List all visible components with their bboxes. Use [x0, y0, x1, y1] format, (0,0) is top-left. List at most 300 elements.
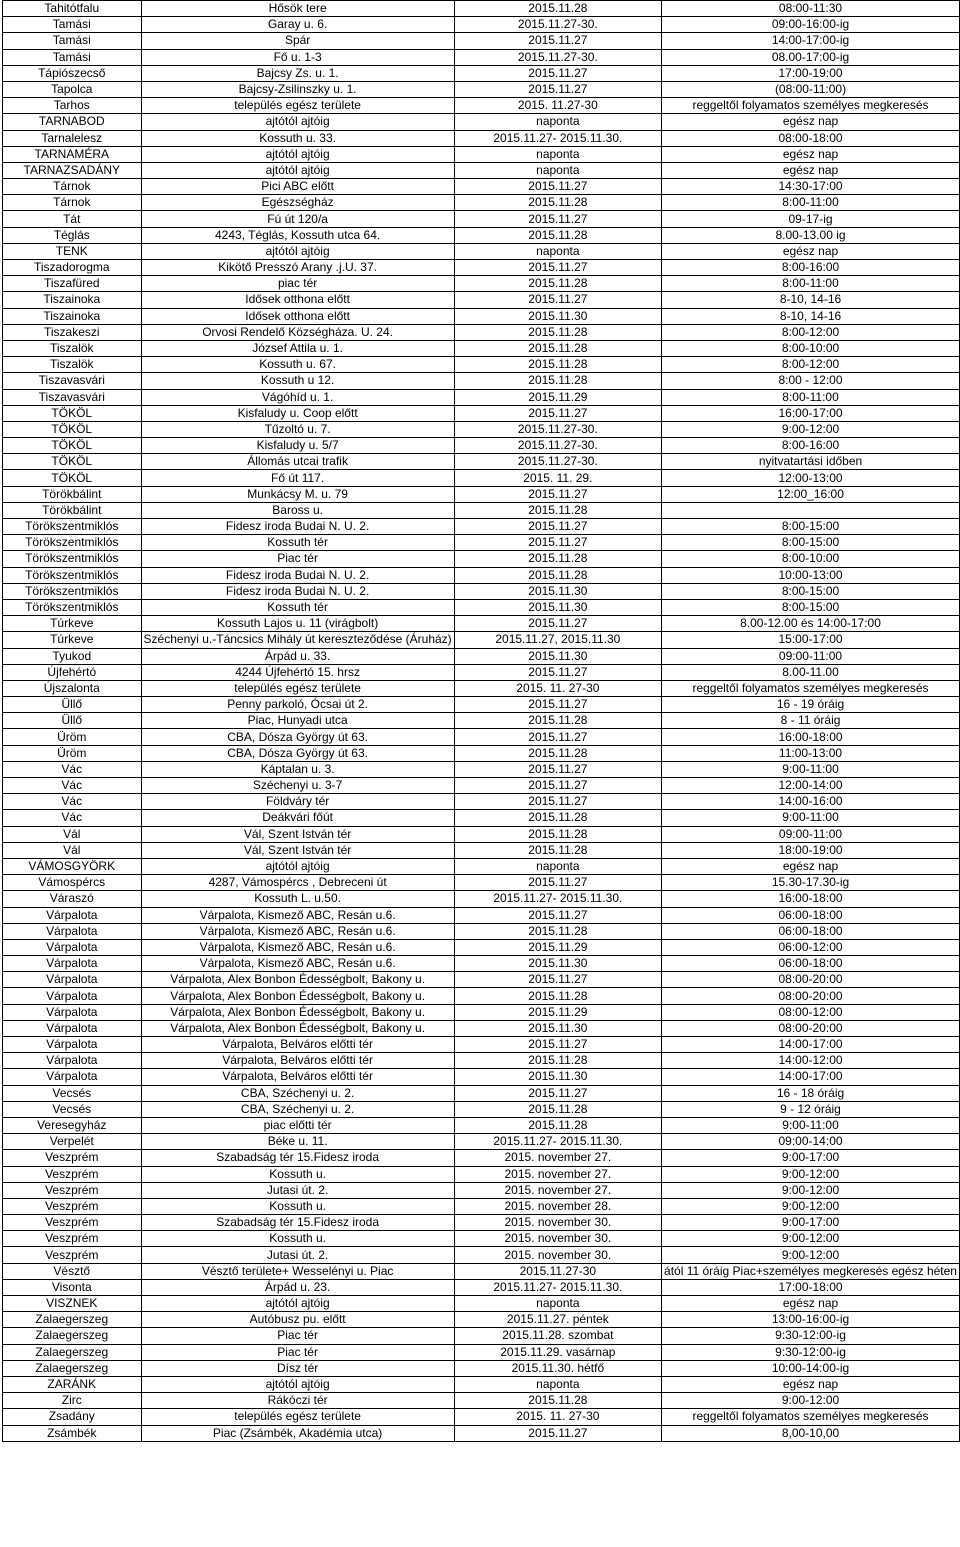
- settlement-cell: Veszprém: [3, 1247, 142, 1263]
- date-cell: 2015.11.27-30.: [454, 421, 661, 437]
- date-cell: 2015.11.27: [454, 697, 661, 713]
- location-cell: ajtótól ajtóig: [141, 1376, 454, 1392]
- table-row: [3, 357, 960, 373]
- settlement-cell: Tarhos: [3, 98, 142, 114]
- schedule-table: [2, 0, 960, 1442]
- time-cell: 8.00-12.00 és 14:00-17:00: [662, 616, 960, 632]
- time-cell: egész nap: [662, 1296, 960, 1312]
- time-cell: 10:00-13:00: [662, 567, 960, 583]
- time-cell: 9 - 12 óráig: [662, 1101, 960, 1117]
- table-row: [3, 373, 960, 389]
- settlement-cell: Üllő: [3, 713, 142, 729]
- date-cell: 2015.11.28: [454, 842, 661, 858]
- table-row: [3, 599, 960, 615]
- date-cell: 2015.11.27-30.: [454, 438, 661, 454]
- settlement-cell: Tarnalelesz: [3, 130, 142, 146]
- table-row: [3, 1231, 960, 1247]
- settlement-cell: Vác: [3, 794, 142, 810]
- time-cell: egész nap: [662, 858, 960, 874]
- date-cell: 2015.11.27: [454, 1085, 661, 1101]
- settlement-cell: Várpalota: [3, 923, 142, 939]
- settlement-cell: Zalaegerszeg: [3, 1360, 142, 1376]
- location-cell: ajtótól ajtóig: [141, 1296, 454, 1312]
- date-cell: 2015. 11. 29.: [454, 470, 661, 486]
- date-cell: 2015.11.27- 2015.11.30.: [454, 130, 661, 146]
- table-row: [3, 826, 960, 842]
- settlement-cell: Túrkeve: [3, 632, 142, 648]
- date-cell: 2015.11.28: [454, 1393, 661, 1409]
- settlement-cell: Vál: [3, 842, 142, 858]
- table-row: [3, 1101, 960, 1117]
- table-row: [3, 680, 960, 696]
- table-row: [3, 1182, 960, 1198]
- location-cell: Vágóhíd u. 1.: [141, 389, 454, 405]
- date-cell: 2015.11.30: [454, 1020, 661, 1036]
- date-cell: naponta: [454, 858, 661, 874]
- settlement-cell: Zalaegerszeg: [3, 1344, 142, 1360]
- table-row: [3, 17, 960, 33]
- time-cell: 09:00-11:00: [662, 648, 960, 664]
- date-cell: 2015. november 30.: [454, 1231, 661, 1247]
- location-cell: település egész területe: [141, 680, 454, 696]
- date-cell: 2015.11.27: [454, 972, 661, 988]
- settlement-cell: Zalaegerszeg: [3, 1328, 142, 1344]
- settlement-cell: Zirc: [3, 1393, 142, 1409]
- location-cell: 4244 Újfehértó 15. hrsz: [141, 664, 454, 680]
- date-cell: naponta: [454, 243, 661, 259]
- time-cell: 8 - 11 óráig: [662, 713, 960, 729]
- location-cell: Vésztő területe+ Wesselényi u. Piac: [141, 1263, 454, 1279]
- table-row: [3, 49, 960, 65]
- table-row: [3, 1085, 960, 1101]
- time-cell: 9:00-11:00: [662, 1117, 960, 1133]
- date-cell: 2015.11.28: [454, 988, 661, 1004]
- table-row: [3, 519, 960, 535]
- date-cell: 2015.11.27: [454, 664, 661, 680]
- time-cell: 15:00-17:00: [662, 632, 960, 648]
- date-cell: 2015.11.28: [454, 567, 661, 583]
- table-row: [3, 1393, 960, 1409]
- settlement-cell: Vecsés: [3, 1085, 142, 1101]
- time-cell: reggeltől folyamatos személyes megkeresés: [662, 98, 960, 114]
- table-row: [3, 875, 960, 891]
- date-cell: 2015.11.29: [454, 389, 661, 405]
- table-row: [3, 907, 960, 923]
- time-cell: 8:00-10:00: [662, 551, 960, 567]
- location-cell: piac tér: [141, 276, 454, 292]
- time-cell: egész nap: [662, 243, 960, 259]
- settlement-cell: Veszprém: [3, 1182, 142, 1198]
- date-cell: 2015.11.27: [454, 33, 661, 49]
- location-cell: Bajcsy-Zsilinszky u. 1.: [141, 81, 454, 97]
- time-cell: 8:00-11:00: [662, 195, 960, 211]
- time-cell: 13:00-16:00-ig: [662, 1312, 960, 1328]
- table-row: [3, 1004, 960, 1020]
- time-cell: 8-10, 14-16: [662, 308, 960, 324]
- settlement-cell: Újszalonta: [3, 680, 142, 696]
- time-cell: 9:00-12:00: [662, 1198, 960, 1214]
- time-cell: 9:00-11:00: [662, 810, 960, 826]
- location-cell: Várpalota, Kismező ABC, Resán u.6.: [141, 939, 454, 955]
- location-cell: CBA, Dósza György út 63.: [141, 729, 454, 745]
- location-cell: Szabadság tér 15.Fidesz iroda: [141, 1215, 454, 1231]
- settlement-cell: Tát: [3, 211, 142, 227]
- time-cell: [662, 502, 960, 518]
- location-cell: Orvosi Rendelő Községháza. U. 24.: [141, 324, 454, 340]
- settlement-cell: ZARÁNK: [3, 1376, 142, 1392]
- date-cell: naponta: [454, 162, 661, 178]
- location-cell: Kossuth Lajos u. 11 (virágbolt): [141, 616, 454, 632]
- time-cell: 8:00-15:00: [662, 583, 960, 599]
- table-row: [3, 972, 960, 988]
- location-cell: Kossuth tér: [141, 535, 454, 551]
- time-cell: 08:00-20:00: [662, 972, 960, 988]
- location-cell: Szabadság tér 15.Fidesz iroda: [141, 1150, 454, 1166]
- location-cell: Széchenyi u. 3-7: [141, 778, 454, 794]
- date-cell: 2015.11.28: [454, 502, 661, 518]
- time-cell: 16:00-18:00: [662, 729, 960, 745]
- time-cell: 08:00-12:00: [662, 1004, 960, 1020]
- table-row: [3, 729, 960, 745]
- time-cell: 17:00-19:00: [662, 65, 960, 81]
- settlement-cell: Veszprém: [3, 1215, 142, 1231]
- location-cell: Pici ABC előtt: [141, 179, 454, 195]
- location-cell: Kossuth u.: [141, 1231, 454, 1247]
- settlement-cell: Veszprém: [3, 1166, 142, 1182]
- time-cell: 8:00-15:00: [662, 599, 960, 615]
- settlement-cell: Törökszentmiklós: [3, 535, 142, 551]
- location-cell: Baross u.: [141, 502, 454, 518]
- table-row: [3, 551, 960, 567]
- time-cell: 18:00-19:00: [662, 842, 960, 858]
- time-cell: 8:00-12:00: [662, 324, 960, 340]
- location-cell: Vál, Szent István tér: [141, 842, 454, 858]
- settlement-cell: Tamási: [3, 49, 142, 65]
- time-cell: 16 - 19 óráig: [662, 697, 960, 713]
- date-cell: 2015.11.30: [454, 956, 661, 972]
- table-row: [3, 405, 960, 421]
- table-row: [3, 713, 960, 729]
- location-cell: Széchenyi u.-Táncsics Mihály út kereszteződése (Áruház): [141, 632, 454, 648]
- table-row: [3, 1215, 960, 1231]
- time-cell: 9:00-12:00: [662, 1231, 960, 1247]
- settlement-cell: Veresegyház: [3, 1117, 142, 1133]
- date-cell: 2015.11.28: [454, 324, 661, 340]
- table-row: [3, 842, 960, 858]
- table-row: [3, 1150, 960, 1166]
- date-cell: 2015. 11. 27-30: [454, 1409, 661, 1425]
- time-cell: 9:00-12:00: [662, 421, 960, 437]
- settlement-cell: Várpalota: [3, 907, 142, 923]
- date-cell: 2015.11.28: [454, 1053, 661, 1069]
- time-cell: 15.30-17.30-ig: [662, 875, 960, 891]
- table-row: [3, 81, 960, 97]
- settlement-cell: Újfehértó: [3, 664, 142, 680]
- settlement-cell: Zalaegerszeg: [3, 1312, 142, 1328]
- table-row: [3, 1328, 960, 1344]
- table-row: [3, 794, 960, 810]
- location-cell: Idősek otthona előtt: [141, 292, 454, 308]
- time-cell: 14:00-12:00: [662, 1053, 960, 1069]
- location-cell: Hősök tere: [141, 1, 454, 17]
- settlement-cell: Tiszadorogma: [3, 260, 142, 276]
- location-cell: Kisfaludy u. 5/7: [141, 438, 454, 454]
- table-row: [3, 1263, 960, 1279]
- time-cell: 8:00-16:00: [662, 260, 960, 276]
- date-cell: 2015.11.27: [454, 519, 661, 535]
- table-row: [3, 923, 960, 939]
- settlement-cell: Törökszentmiklós: [3, 567, 142, 583]
- date-cell: 2015. 11.27-30: [454, 98, 661, 114]
- date-cell: 2015.11.27: [454, 179, 661, 195]
- location-cell: Kikötő Presszó Arany .j.U. 37.: [141, 260, 454, 276]
- settlement-cell: TARNAMÉRA: [3, 146, 142, 162]
- table-row: [3, 648, 960, 664]
- location-cell: Autóbusz pu. előtt: [141, 1312, 454, 1328]
- date-cell: 2015.11.27: [454, 260, 661, 276]
- location-cell: Kisfaludy u. Coop előtt: [141, 405, 454, 421]
- table-row: [3, 632, 960, 648]
- date-cell: 2015.11.29. vasárnap: [454, 1344, 661, 1360]
- date-cell: 2015.11.27: [454, 761, 661, 777]
- date-cell: 2015.11.27- 2015.11.30.: [454, 1134, 661, 1150]
- location-cell: Spár: [141, 33, 454, 49]
- table-row: [3, 956, 960, 972]
- location-cell: Várpalota, Alex Bonbon Édességbolt, Bakony u.: [141, 972, 454, 988]
- table-row: [3, 1198, 960, 1214]
- time-cell: egész nap: [662, 1376, 960, 1392]
- time-cell: 8:00-15:00: [662, 519, 960, 535]
- settlement-cell: Tiszalök: [3, 357, 142, 373]
- date-cell: 2015.11.28: [454, 1117, 661, 1133]
- date-cell: 2015.11.30: [454, 308, 661, 324]
- date-cell: 2015.11.27: [454, 211, 661, 227]
- table-row: [3, 98, 960, 114]
- time-cell: egész nap: [662, 162, 960, 178]
- time-cell: 14:30-17:00: [662, 179, 960, 195]
- settlement-cell: Várpalota: [3, 972, 142, 988]
- time-cell: 06:00-18:00: [662, 923, 960, 939]
- time-cell: 12:00-13:00: [662, 470, 960, 486]
- date-cell: 2015.11.29: [454, 1004, 661, 1020]
- location-cell: Munkácsy M. u. 79: [141, 486, 454, 502]
- time-cell: 06:00-12:00: [662, 939, 960, 955]
- time-cell: egész nap: [662, 114, 960, 130]
- time-cell: 09:00-14:00: [662, 1134, 960, 1150]
- schedule-table-body: [3, 1, 960, 1442]
- location-cell: Kossuth tér: [141, 599, 454, 615]
- settlement-cell: Várpalota: [3, 1037, 142, 1053]
- table-row: [3, 1166, 960, 1182]
- table-row: [3, 664, 960, 680]
- time-cell: 9:00-17:00: [662, 1150, 960, 1166]
- time-cell: 8,00-10,00: [662, 1425, 960, 1441]
- settlement-cell: Vác: [3, 810, 142, 826]
- location-cell: Várpalota, Belváros előtti tér: [141, 1037, 454, 1053]
- location-cell: ajtótól ajtóig: [141, 858, 454, 874]
- date-cell: 2015. november 27.: [454, 1182, 661, 1198]
- location-cell: Várpalota, Belváros előtti tér: [141, 1069, 454, 1085]
- time-cell: 9:30-12:00-ig: [662, 1344, 960, 1360]
- settlement-cell: Törökszentmiklós: [3, 599, 142, 615]
- location-cell: Bajcsy Zs. u. 1.: [141, 65, 454, 81]
- location-cell: József Attila u. 1.: [141, 340, 454, 356]
- date-cell: 2015. november 28.: [454, 1198, 661, 1214]
- date-cell: 2015.11.28: [454, 340, 661, 356]
- settlement-cell: Vecsés: [3, 1101, 142, 1117]
- date-cell: 2015. november 27.: [454, 1166, 661, 1182]
- location-cell: Várpalota, Kismező ABC, Resán u.6.: [141, 907, 454, 923]
- settlement-cell: TÖKÖL: [3, 405, 142, 421]
- location-cell: Kossuth u.: [141, 1198, 454, 1214]
- table-row: [3, 1069, 960, 1085]
- location-cell: CBA, Széchenyi u. 2.: [141, 1085, 454, 1101]
- settlement-cell: Tapolca: [3, 81, 142, 97]
- settlement-cell: TARNAZSADÁNY: [3, 162, 142, 178]
- date-cell: 2015.11.28. szombat: [454, 1328, 661, 1344]
- settlement-cell: Visonta: [3, 1279, 142, 1295]
- location-cell: Fő út 117.: [141, 470, 454, 486]
- table-row: [3, 65, 960, 81]
- date-cell: 2015.11.27: [454, 405, 661, 421]
- date-cell: 2015.11.28: [454, 1101, 661, 1117]
- location-cell: Béke u. 11.: [141, 1134, 454, 1150]
- settlement-cell: Veszprém: [3, 1231, 142, 1247]
- date-cell: 2015.11.27: [454, 65, 661, 81]
- time-cell: 9:00-12:00: [662, 1393, 960, 1409]
- time-cell: 8-10, 14-16: [662, 292, 960, 308]
- date-cell: 2015.11.29: [454, 939, 661, 955]
- location-cell: 4287, Vámospércs , Debreceni út: [141, 875, 454, 891]
- table-row: [3, 858, 960, 874]
- date-cell: 2015.11.27: [454, 535, 661, 551]
- date-cell: 2015.11.30. hétfő: [454, 1360, 661, 1376]
- location-cell: Állomás utcai trafik: [141, 454, 454, 470]
- date-cell: naponta: [454, 1296, 661, 1312]
- table-row: [3, 1, 960, 17]
- time-cell: 8:00-11:00: [662, 389, 960, 405]
- date-cell: 2015.11.28: [454, 195, 661, 211]
- settlement-cell: Tiszakeszi: [3, 324, 142, 340]
- time-cell: 14:00-17:00: [662, 1069, 960, 1085]
- date-cell: 2015.11.30: [454, 583, 661, 599]
- location-cell: Árpád u. 23.: [141, 1279, 454, 1295]
- settlement-cell: Tiszafüred: [3, 276, 142, 292]
- settlement-cell: Tiszainoka: [3, 308, 142, 324]
- table-row: [3, 276, 960, 292]
- location-cell: Piac tér: [141, 1328, 454, 1344]
- table-row: [3, 697, 960, 713]
- location-cell: Piac tér: [141, 1344, 454, 1360]
- table-row: [3, 502, 960, 518]
- time-cell: 11:00-13:00: [662, 745, 960, 761]
- table-row: [3, 891, 960, 907]
- table-row: [3, 939, 960, 955]
- table-row: [3, 1134, 960, 1150]
- time-cell: 9:00-11:00: [662, 761, 960, 777]
- location-cell: 4243, Téglás, Kossuth utca 64.: [141, 227, 454, 243]
- location-cell: Rákóczi tér: [141, 1393, 454, 1409]
- settlement-cell: Zsadány: [3, 1409, 142, 1425]
- settlement-cell: TÖKÖL: [3, 470, 142, 486]
- table-row: [3, 260, 960, 276]
- time-cell: 9:00-12:00: [662, 1182, 960, 1198]
- table-row: [3, 114, 960, 130]
- table-row: [3, 486, 960, 502]
- time-cell: 16:00-17:00: [662, 405, 960, 421]
- location-cell: Fő u. 1-3: [141, 49, 454, 65]
- table-row: [3, 1360, 960, 1376]
- settlement-cell: Tamási: [3, 17, 142, 33]
- table-row: [3, 616, 960, 632]
- date-cell: naponta: [454, 146, 661, 162]
- location-cell: Piac, Hunyadi utca: [141, 713, 454, 729]
- location-cell: Tűzoltó u. 7.: [141, 421, 454, 437]
- table-row: [3, 1117, 960, 1133]
- settlement-cell: Törökbálint: [3, 502, 142, 518]
- table-row: [3, 162, 960, 178]
- date-cell: 2015. november 30.: [454, 1215, 661, 1231]
- time-cell: 8:00 - 12:00: [662, 373, 960, 389]
- time-cell: 16 - 18 óráig: [662, 1085, 960, 1101]
- settlement-cell: Vác: [3, 778, 142, 794]
- table-row: [3, 195, 960, 211]
- location-cell: Földváry tér: [141, 794, 454, 810]
- time-cell: 14:00-17:00-ig: [662, 33, 960, 49]
- date-cell: 2015. november 27.: [454, 1150, 661, 1166]
- location-cell: ajtótól ajtóig: [141, 146, 454, 162]
- location-cell: Vál, Szent István tér: [141, 826, 454, 842]
- settlement-cell: Tamási: [3, 33, 142, 49]
- location-cell: ajtótól ajtóig: [141, 114, 454, 130]
- settlement-cell: Tahitótfalu: [3, 1, 142, 17]
- settlement-cell: TENK: [3, 243, 142, 259]
- time-cell: 09:00-16:00-ig: [662, 17, 960, 33]
- time-cell: 9:00-17:00: [662, 1215, 960, 1231]
- table-row: [3, 1020, 960, 1036]
- date-cell: 2015.11.28: [454, 745, 661, 761]
- settlement-cell: Törökszentmiklós: [3, 551, 142, 567]
- location-cell: település egész területe: [141, 1409, 454, 1425]
- location-cell: Dísz tér: [141, 1360, 454, 1376]
- location-cell: Kossuth L. u.50.: [141, 891, 454, 907]
- date-cell: 2015.11.27: [454, 81, 661, 97]
- location-cell: Egészségház: [141, 195, 454, 211]
- time-cell: 17:00-18:00: [662, 1279, 960, 1295]
- location-cell: Várpalota, Kismező ABC, Resán u.6.: [141, 956, 454, 972]
- table-row: [3, 745, 960, 761]
- location-cell: CBA, Széchenyi u. 2.: [141, 1101, 454, 1117]
- location-cell: Kossuth u.: [141, 1166, 454, 1182]
- time-cell: egész nap: [662, 146, 960, 162]
- date-cell: 2015. november 30.: [454, 1247, 661, 1263]
- date-cell: 2015.11.27, 2015.11.30: [454, 632, 661, 648]
- location-cell: Fidesz iroda Budai N. U. 2.: [141, 567, 454, 583]
- settlement-cell: TÖKÖL: [3, 454, 142, 470]
- time-cell: ától 11 óráig Piac+személyes megkeresés egész héten: [662, 1263, 960, 1279]
- location-cell: Várpalota, Kismező ABC, Resán u.6.: [141, 923, 454, 939]
- settlement-cell: Váraszó: [3, 891, 142, 907]
- location-cell: Piac tér: [141, 551, 454, 567]
- location-cell: Piac (Zsámbék, Akadémia utca): [141, 1425, 454, 1441]
- table-row: [3, 583, 960, 599]
- date-cell: 2015.11.28: [454, 713, 661, 729]
- settlement-cell: Veszprém: [3, 1198, 142, 1214]
- table-row: [3, 130, 960, 146]
- settlement-cell: Vál: [3, 826, 142, 842]
- settlement-cell: Tárnok: [3, 179, 142, 195]
- location-cell: település egész területe: [141, 98, 454, 114]
